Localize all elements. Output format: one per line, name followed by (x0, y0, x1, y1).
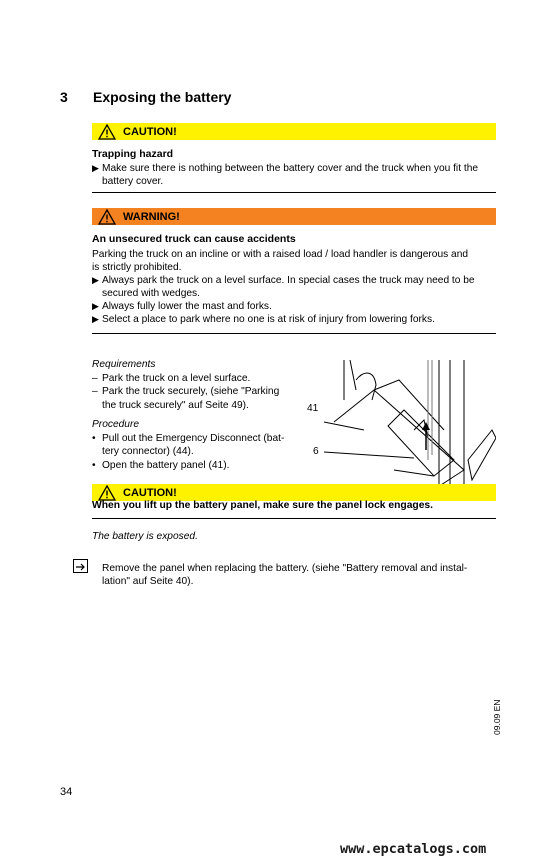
divider (92, 192, 496, 193)
requirements-title: Requirements (92, 359, 156, 370)
callout-6: 6 (313, 446, 319, 457)
divider (92, 333, 496, 334)
caution-text: When you lift up the battery panel, make sure the panel lock engages. (92, 500, 434, 511)
caution-banner (92, 123, 496, 140)
caution-banner (92, 484, 496, 501)
callout-41: 41 (307, 403, 319, 414)
warning-heading: An unsecured truck can cause accidents (92, 233, 296, 245)
note-text: Remove the panel when replacing the battery. (siehe "Battery removal and instal- lation" auf Seite 40). (102, 563, 468, 587)
section-title: Exposing the battery (93, 89, 232, 105)
bullet-arrow-icon: ▶ (92, 314, 99, 324)
note-arrow-icon (73, 559, 88, 573)
battery-panel-figure (304, 360, 496, 496)
watermark: www.epcatalogs.com (340, 841, 487, 857)
caution-heading: Trapping hazard (92, 148, 174, 160)
requirements-block: Requirements – Park the truck on a level surface. – Park the truck securely, (siehe "Parking the truck securely" auf Seite 49). Procedure • Pull out the Emergency Disconnect (bat- tery connector) (44). • Open the battery panel (41). (92, 358, 302, 472)
warning-banner (92, 208, 496, 225)
bullet-arrow-icon: ▶ (92, 163, 99, 173)
version-label: 09.09 EN (492, 699, 502, 735)
warning-triangle-icon (98, 209, 116, 225)
caution-text: ▶ Make sure there is nothing between the battery cover and the truck when you fit the battery cover. (92, 163, 479, 187)
result-text: The battery is exposed. (92, 531, 198, 542)
warning-triangle-icon (98, 485, 116, 501)
divider (92, 518, 496, 519)
warning-label: WARNING! (123, 210, 180, 223)
section-number: 3 (60, 89, 68, 105)
warning-text: Parking the truck on an incline or with a raised load / load handler is dangerous and is strictly prohibited. ▶ Always park the truck on a level surface. In special cases the truck may need to be secured with wedges. ▶ Always fully lower the mast and forks. ▶ Select a place to park where no one is at risk of injury from lowering forks. (92, 249, 475, 325)
warning-triangle-icon (98, 124, 116, 140)
caution-label: CAUTION! (123, 125, 177, 138)
bullet-arrow-icon: ▶ (92, 301, 99, 311)
bullet-arrow-icon: ▶ (92, 275, 99, 285)
page-number: 34 (60, 786, 73, 798)
caution-label: CAUTION! (123, 486, 177, 499)
procedure-title: Procedure (92, 419, 140, 430)
